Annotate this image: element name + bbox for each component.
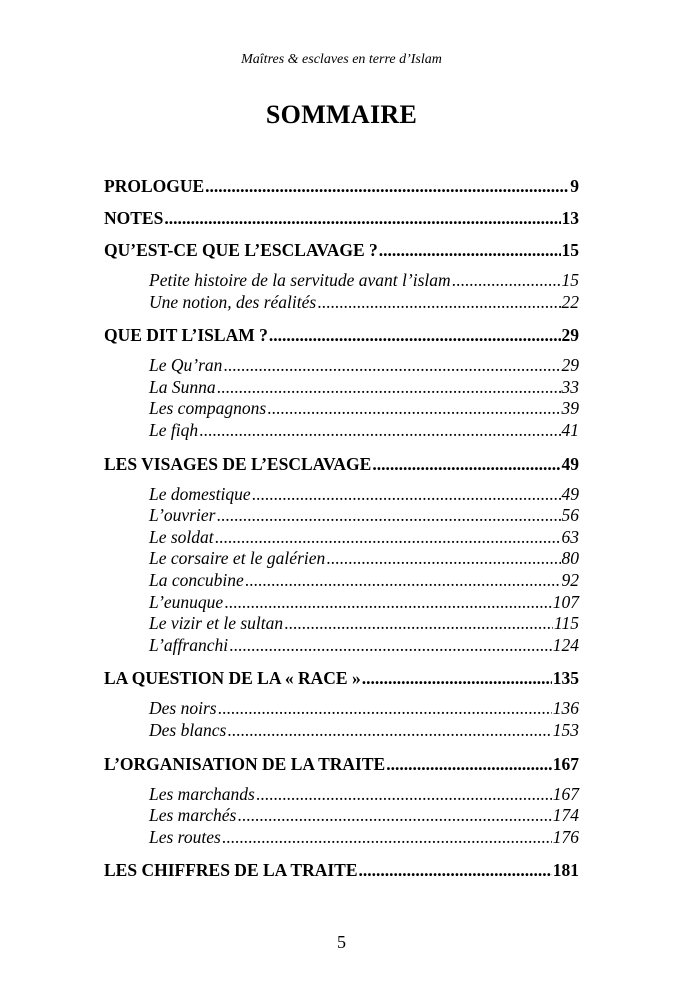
toc-subsection-page: 33 — [561, 376, 579, 397]
toc-subsection-page: 107 — [552, 591, 579, 612]
toc-subsection — [104, 270, 579, 292]
toc-subsection-label: Petite histoire de la servitude avant l’islam — [149, 270, 451, 290]
toc-chapter — [104, 174, 579, 198]
toc-subsection-label: La concubine — [149, 569, 244, 590]
dot-leader — [452, 270, 561, 292]
toc-subsection — [104, 527, 579, 549]
toc-chapter — [104, 452, 579, 476]
toc-subsection — [104, 592, 579, 614]
toc-chapter — [104, 666, 579, 690]
toc-chapter-label: QU’EST-CE QUE L’ESCLAVAGE ? — [104, 240, 378, 260]
toc-subsection-page: 92 — [561, 569, 579, 590]
toc-chapter-label: L’ORGANISATION DE LA TRAITE — [104, 753, 386, 774]
dot-leader — [252, 484, 561, 506]
toc-subsection-label: Des blancs — [149, 719, 227, 740]
toc-subsection — [104, 635, 579, 657]
toc-subsection-label: Les marchés — [149, 805, 237, 826]
dot-leader — [223, 355, 560, 377]
page-number: 5 — [337, 932, 346, 952]
dot-leader — [199, 420, 560, 442]
table-of-contents — [104, 174, 579, 890]
toc-subsection — [104, 827, 579, 849]
dot-leader — [284, 613, 553, 635]
toc-subsection-page: 136 — [552, 698, 579, 719]
toc-chapter-label: PROLOGUE — [104, 176, 205, 196]
dot-leader — [224, 592, 552, 614]
toc-chapter — [104, 238, 579, 262]
toc-subsection — [104, 355, 579, 377]
dot-leader — [269, 323, 561, 347]
toc-subsection — [104, 548, 579, 570]
toc-chapter-label: QUE DIT L’ISLAM ? — [104, 325, 268, 346]
dot-leader — [216, 505, 560, 527]
dot-leader — [359, 858, 552, 882]
dot-leader — [326, 548, 560, 570]
toc-subsection — [104, 784, 579, 806]
toc-subsection-page: 63 — [561, 526, 579, 547]
page-title: SOMMAIRE — [265, 100, 418, 129]
toc-subsection-label: Le soldat — [149, 526, 214, 547]
toc-subsection-label: Le corsaire et le galérien — [149, 548, 326, 569]
toc-chapter-page: 29 — [561, 325, 579, 346]
toc-subsection — [104, 292, 579, 314]
dot-leader — [205, 174, 569, 198]
dot-leader — [218, 698, 552, 720]
toc-subsection-page: 167 — [552, 783, 579, 804]
toc-chapter — [104, 206, 579, 230]
toc-subsection-label: Les compagnons — [149, 398, 267, 419]
toc-subsection-label: Le vizir et le sultan — [149, 613, 284, 634]
dot-leader — [267, 398, 560, 420]
dot-leader — [245, 570, 561, 592]
toc-subsection-page: 49 — [561, 483, 579, 504]
toc-subsection-label: Le fiqh — [149, 419, 199, 440]
toc-subsection — [104, 420, 579, 442]
toc-subsection — [104, 720, 579, 742]
toc-subsection — [104, 505, 579, 527]
dot-leader — [317, 292, 560, 314]
toc-subsection-page: 153 — [552, 719, 579, 740]
toc-chapter-label: LES VISAGES DE L’ESCLAVAGE — [104, 453, 372, 474]
toc-chapter-page: 181 — [552, 860, 579, 881]
toc-chapter — [104, 752, 579, 776]
toc-subsection-page: 176 — [552, 826, 579, 847]
dot-leader — [217, 377, 561, 399]
toc-subsection — [104, 484, 579, 506]
toc-chapter-label: NOTES — [104, 208, 164, 228]
toc-subsection-page: 22 — [561, 291, 579, 312]
toc-subsection — [104, 805, 579, 827]
toc-chapter-label: LES CHIFFRES DE LA TRAITE — [104, 860, 358, 881]
toc-chapter-page: 15 — [561, 240, 579, 260]
toc-subsection — [104, 377, 579, 399]
toc-subsection-page: 39 — [561, 398, 579, 419]
toc-subsection-label: L’ouvrier — [149, 505, 216, 526]
toc-chapter-page: 135 — [552, 668, 579, 689]
dot-leader — [215, 527, 561, 549]
toc-subsection-list — [104, 484, 579, 657]
toc-subsection — [104, 570, 579, 592]
toc-subsection-label: Les routes — [149, 826, 221, 847]
toc-chapter-page: 13 — [561, 208, 579, 228]
toc-subsection-page: 15 — [561, 270, 579, 290]
toc-subsection-label: La Sunna — [149, 376, 216, 397]
toc-subsection-page: 41 — [561, 419, 579, 440]
toc-subsection-label: Une notion, des réalités — [149, 291, 317, 312]
toc-subsection-page: 115 — [554, 613, 579, 634]
toc-subsection-label: L’affranchi — [149, 634, 229, 655]
dot-leader — [362, 666, 552, 690]
dot-leader — [229, 635, 552, 657]
toc-subsection-list — [104, 270, 579, 313]
toc-subsection — [104, 698, 579, 720]
toc-subsection-label: Des noirs — [149, 698, 217, 719]
toc-chapter-page: 49 — [561, 453, 579, 474]
toc-subsection-label: Le Qu’ran — [149, 355, 223, 376]
running-header: Maîtres & esclaves en terre d’Islam — [241, 52, 442, 67]
toc-subsection-label: L’eunuque — [149, 591, 224, 612]
toc-chapter-label: LA QUESTION DE LA « RACE » — [104, 668, 361, 689]
toc-chapter — [104, 323, 579, 347]
toc-subsection-label: Le domestique — [149, 483, 251, 504]
dot-leader — [256, 784, 552, 806]
toc-subsection — [104, 613, 579, 635]
dot-leader — [237, 805, 551, 827]
toc-subsection — [104, 398, 579, 420]
toc-subsection-list — [104, 784, 579, 849]
toc-chapter-page: 167 — [552, 753, 579, 774]
toc-subsection-label: Les marchands — [149, 783, 255, 804]
toc-subsection-list — [104, 698, 579, 741]
dot-leader — [386, 752, 552, 776]
toc-subsection-list — [104, 355, 579, 441]
dot-leader — [222, 827, 552, 849]
dot-leader — [379, 238, 561, 262]
toc-chapter — [104, 858, 579, 882]
toc-chapter-page: 9 — [570, 176, 579, 196]
toc-subsection-page: 56 — [561, 505, 579, 526]
toc-subsection-page: 124 — [552, 634, 579, 655]
dot-leader — [227, 720, 551, 742]
dot-leader — [164, 206, 560, 230]
toc-subsection-page: 174 — [552, 805, 579, 826]
dot-leader — [372, 452, 560, 476]
toc-subsection-page: 29 — [561, 355, 579, 376]
toc-subsection-page: 80 — [561, 548, 579, 569]
